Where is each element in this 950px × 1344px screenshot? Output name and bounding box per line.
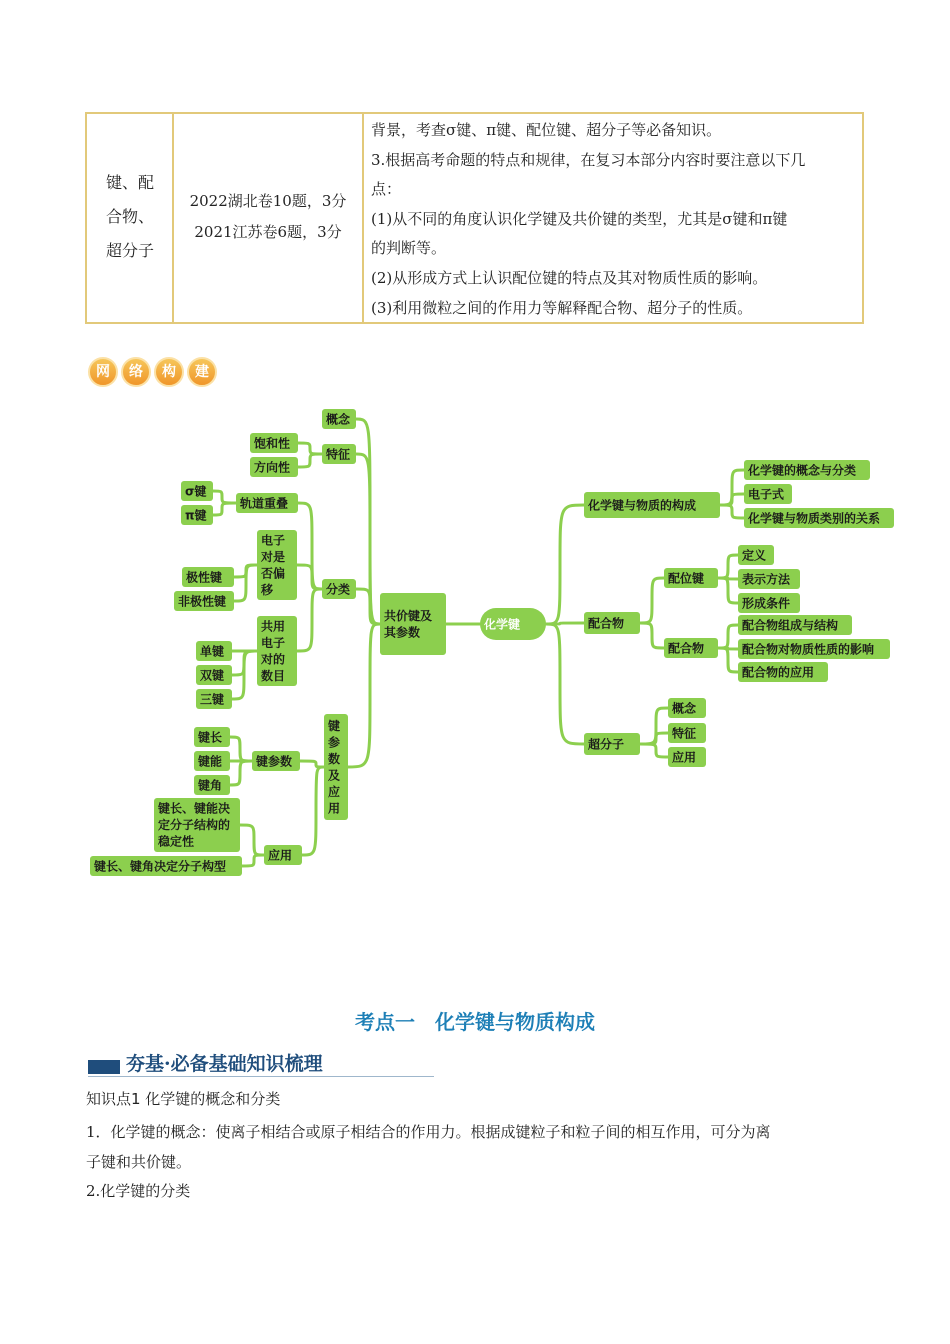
mind-node-shared <box>257 616 297 686</box>
mind-node-c2 <box>738 569 800 589</box>
node-label: 形成条件 <box>742 596 791 611</box>
node-label: 配合物对物质性质的影响 <box>742 642 875 657</box>
section-title: 考点一 化学键与物质构成 <box>355 1010 595 1034</box>
mind-node-complex2 <box>664 638 718 658</box>
node-label: 配合物 <box>668 641 705 656</box>
connector-line <box>213 503 236 515</box>
node-label: 键长、键能决定分子结构的稳定性 <box>158 801 231 849</box>
node-label: 键长 <box>198 730 223 745</box>
mind-node-orbital <box>236 493 298 513</box>
analysis-line: 背景，考查σ键、π键、配位键、超分子等必备知识。 <box>371 121 722 139</box>
mind-node-classify <box>322 579 356 599</box>
node-label: 共用电子对的数目 <box>261 619 286 683</box>
mind-node-d3 <box>738 662 828 682</box>
mind-node-complex <box>584 612 640 634</box>
node-label: σ键 <box>185 484 207 499</box>
mind-node-direction <box>250 457 298 477</box>
node-label: 键参数 <box>256 754 293 769</box>
node-label: 方向性 <box>254 460 291 475</box>
node-label: π键 <box>185 508 207 523</box>
node-label: 分类 <box>326 582 351 597</box>
connector-line <box>640 578 664 623</box>
paragraph-line: 1．化学键的概念：使离子相结合或原子相结合的作用力。根据成键粒子和粒子间的相互作用，可分为离 <box>86 1123 771 1141</box>
node-label: 双键 <box>200 668 225 683</box>
topic-line: 合物、 <box>105 207 154 226</box>
mind-node-nonpolar <box>174 591 234 611</box>
node-label: 键长、键角决定分子构型 <box>94 859 227 874</box>
analysis-line: (3)利用微粒之间的作用力等解释配合物、超分子的性质。 <box>371 298 753 317</box>
mind-node-bm2 <box>744 484 792 504</box>
node-label: 特征 <box>672 726 697 741</box>
mind-node-covalent <box>380 593 446 655</box>
knowledge-point-title: 知识点1 化学键的概念和分类 <box>86 1090 281 1108</box>
node-label: 定义 <box>742 548 767 563</box>
mind-node-bm3 <box>744 508 894 528</box>
node-label: 应用 <box>672 750 697 765</box>
connector-line <box>234 565 257 601</box>
mind-node-s3 <box>668 747 706 767</box>
mind-node-shift <box>257 530 297 600</box>
badge-char: 络 <box>121 357 151 387</box>
node-label: 配合物 <box>588 616 625 631</box>
analysis-line: (1)从不同的角度认识化学键及共价键的类型，尤其是σ键和π键 <box>371 209 788 228</box>
analysis-cell <box>371 116 859 323</box>
mind-node-sigma <box>181 481 213 501</box>
connector-line <box>230 737 252 761</box>
connector-line <box>356 589 380 624</box>
analysis-line: 3.根据高考命题的特点和规律，在复习本部分内容时要注意以下几 <box>371 150 806 169</box>
node-label: 化学键 <box>484 617 521 632</box>
node-label: 电子对是否偏移 <box>261 533 286 597</box>
connector-line <box>640 744 668 757</box>
connector-line <box>718 555 738 578</box>
mind-node-shape <box>90 856 242 876</box>
section-bar <box>88 1048 434 1077</box>
network-badge <box>88 357 220 389</box>
paragraph-line: 2.化学键的分类 <box>86 1182 191 1200</box>
mind-node-length <box>194 727 230 747</box>
node-label: 化学键的概念与分类 <box>748 463 857 478</box>
connector-line <box>230 761 252 785</box>
mind-node-energy <box>194 751 230 771</box>
connector-line <box>297 565 322 589</box>
node-label: 三键 <box>200 692 225 707</box>
node-label: 电子式 <box>748 487 785 502</box>
node-label: 配合物的应用 <box>742 665 815 680</box>
mind-node-supra <box>584 733 640 755</box>
connector-line <box>718 578 738 603</box>
bar-text: 夯基·必备基础知识梳理 <box>126 1053 323 1075</box>
exam-table <box>85 112 864 324</box>
connector-line <box>546 624 584 744</box>
mind-node-d1 <box>738 615 852 635</box>
exam-line: 2022湖北卷10题，3分 <box>189 192 347 210</box>
mind-node-c1 <box>738 545 774 565</box>
connector-line <box>720 505 744 518</box>
mind-node-c3 <box>738 593 800 613</box>
mind-map <box>0 395 950 895</box>
node-label: 键能 <box>198 754 223 769</box>
topic-line: 超分子 <box>105 241 154 260</box>
topic-line: 键、配 <box>105 173 154 192</box>
mind-node-s2 <box>668 723 706 743</box>
node-label: 化学键与物质类别的关系 <box>748 511 881 526</box>
node-label: 应用 <box>268 848 293 863</box>
node-label: 非极性键 <box>178 594 227 609</box>
node-label: 超分子 <box>588 737 625 752</box>
mind-node-pi <box>181 505 213 525</box>
mind-node-stability <box>154 798 240 852</box>
mind-node-concept <box>322 409 356 429</box>
connector-line <box>302 767 324 855</box>
mind-node-bm1 <box>744 460 870 480</box>
node-label: 键参数及应用 <box>328 718 341 816</box>
connector-line <box>242 855 264 866</box>
mind-node-single <box>196 641 232 661</box>
node-label: 极性键 <box>186 570 223 585</box>
connector-line <box>298 454 322 467</box>
mind-node-feature <box>322 444 356 464</box>
bar-block <box>88 1060 120 1074</box>
node-box <box>380 593 446 655</box>
node-label: 单键 <box>200 644 225 659</box>
mind-node-params_app <box>324 714 348 820</box>
connector-line <box>356 454 380 624</box>
badge-char: 网 <box>88 357 118 387</box>
node-label: 概念 <box>672 701 697 716</box>
node-label: 共价键及其参数 <box>384 608 433 640</box>
mind-node-app <box>264 845 302 865</box>
connector-line <box>718 648 738 672</box>
connector-line <box>298 443 322 454</box>
badge-char: 构 <box>154 357 184 387</box>
mind-node-s1 <box>668 698 706 718</box>
exam-cell <box>175 186 361 248</box>
topic-cell <box>87 166 173 268</box>
node-label: 概念 <box>326 412 351 427</box>
badge-char: 建 <box>187 357 217 387</box>
mind-node-double <box>196 665 232 685</box>
node-label: 轨道重叠 <box>240 496 289 511</box>
node-label: 配位键 <box>668 571 705 586</box>
connector-line <box>297 589 322 651</box>
connector-line <box>720 494 744 505</box>
connector-line <box>240 825 264 855</box>
exam-line: 2021江苏卷6题，3分 <box>194 223 342 241</box>
mind-node-bond_matter <box>584 492 720 518</box>
connector-line <box>348 624 380 767</box>
mind-node-angle <box>194 775 230 795</box>
connector-line <box>640 623 664 648</box>
connector-line <box>298 503 322 589</box>
node-label: 配合物组成与结构 <box>742 618 839 633</box>
mind-node-coord <box>664 568 718 588</box>
node-label: 饱和性 <box>254 436 291 451</box>
connector-line <box>213 491 236 503</box>
mind-node-polar <box>182 567 234 587</box>
mind-node-triple <box>196 689 232 709</box>
analysis-line: 点： <box>371 180 402 199</box>
mind-node-d2 <box>738 639 890 659</box>
connector-line <box>718 625 738 648</box>
mind-node-root <box>480 608 546 640</box>
mind-node-params <box>252 751 300 771</box>
node-label: 表示方法 <box>742 572 791 587</box>
mind-node-saturation <box>250 433 298 453</box>
node-label: 键角 <box>198 778 223 793</box>
node-label: 特征 <box>326 447 351 462</box>
paragraph-line: 子键和共价键。 <box>86 1153 192 1171</box>
analysis-line: 的判断等。 <box>371 239 447 258</box>
node-label: 化学键与物质的构成 <box>588 498 697 513</box>
analysis-line: (2)从形成方式上认识配位键的特点及其对物质性质的影响。 <box>371 268 768 287</box>
connector-line <box>640 708 668 744</box>
connector-line <box>546 505 584 624</box>
